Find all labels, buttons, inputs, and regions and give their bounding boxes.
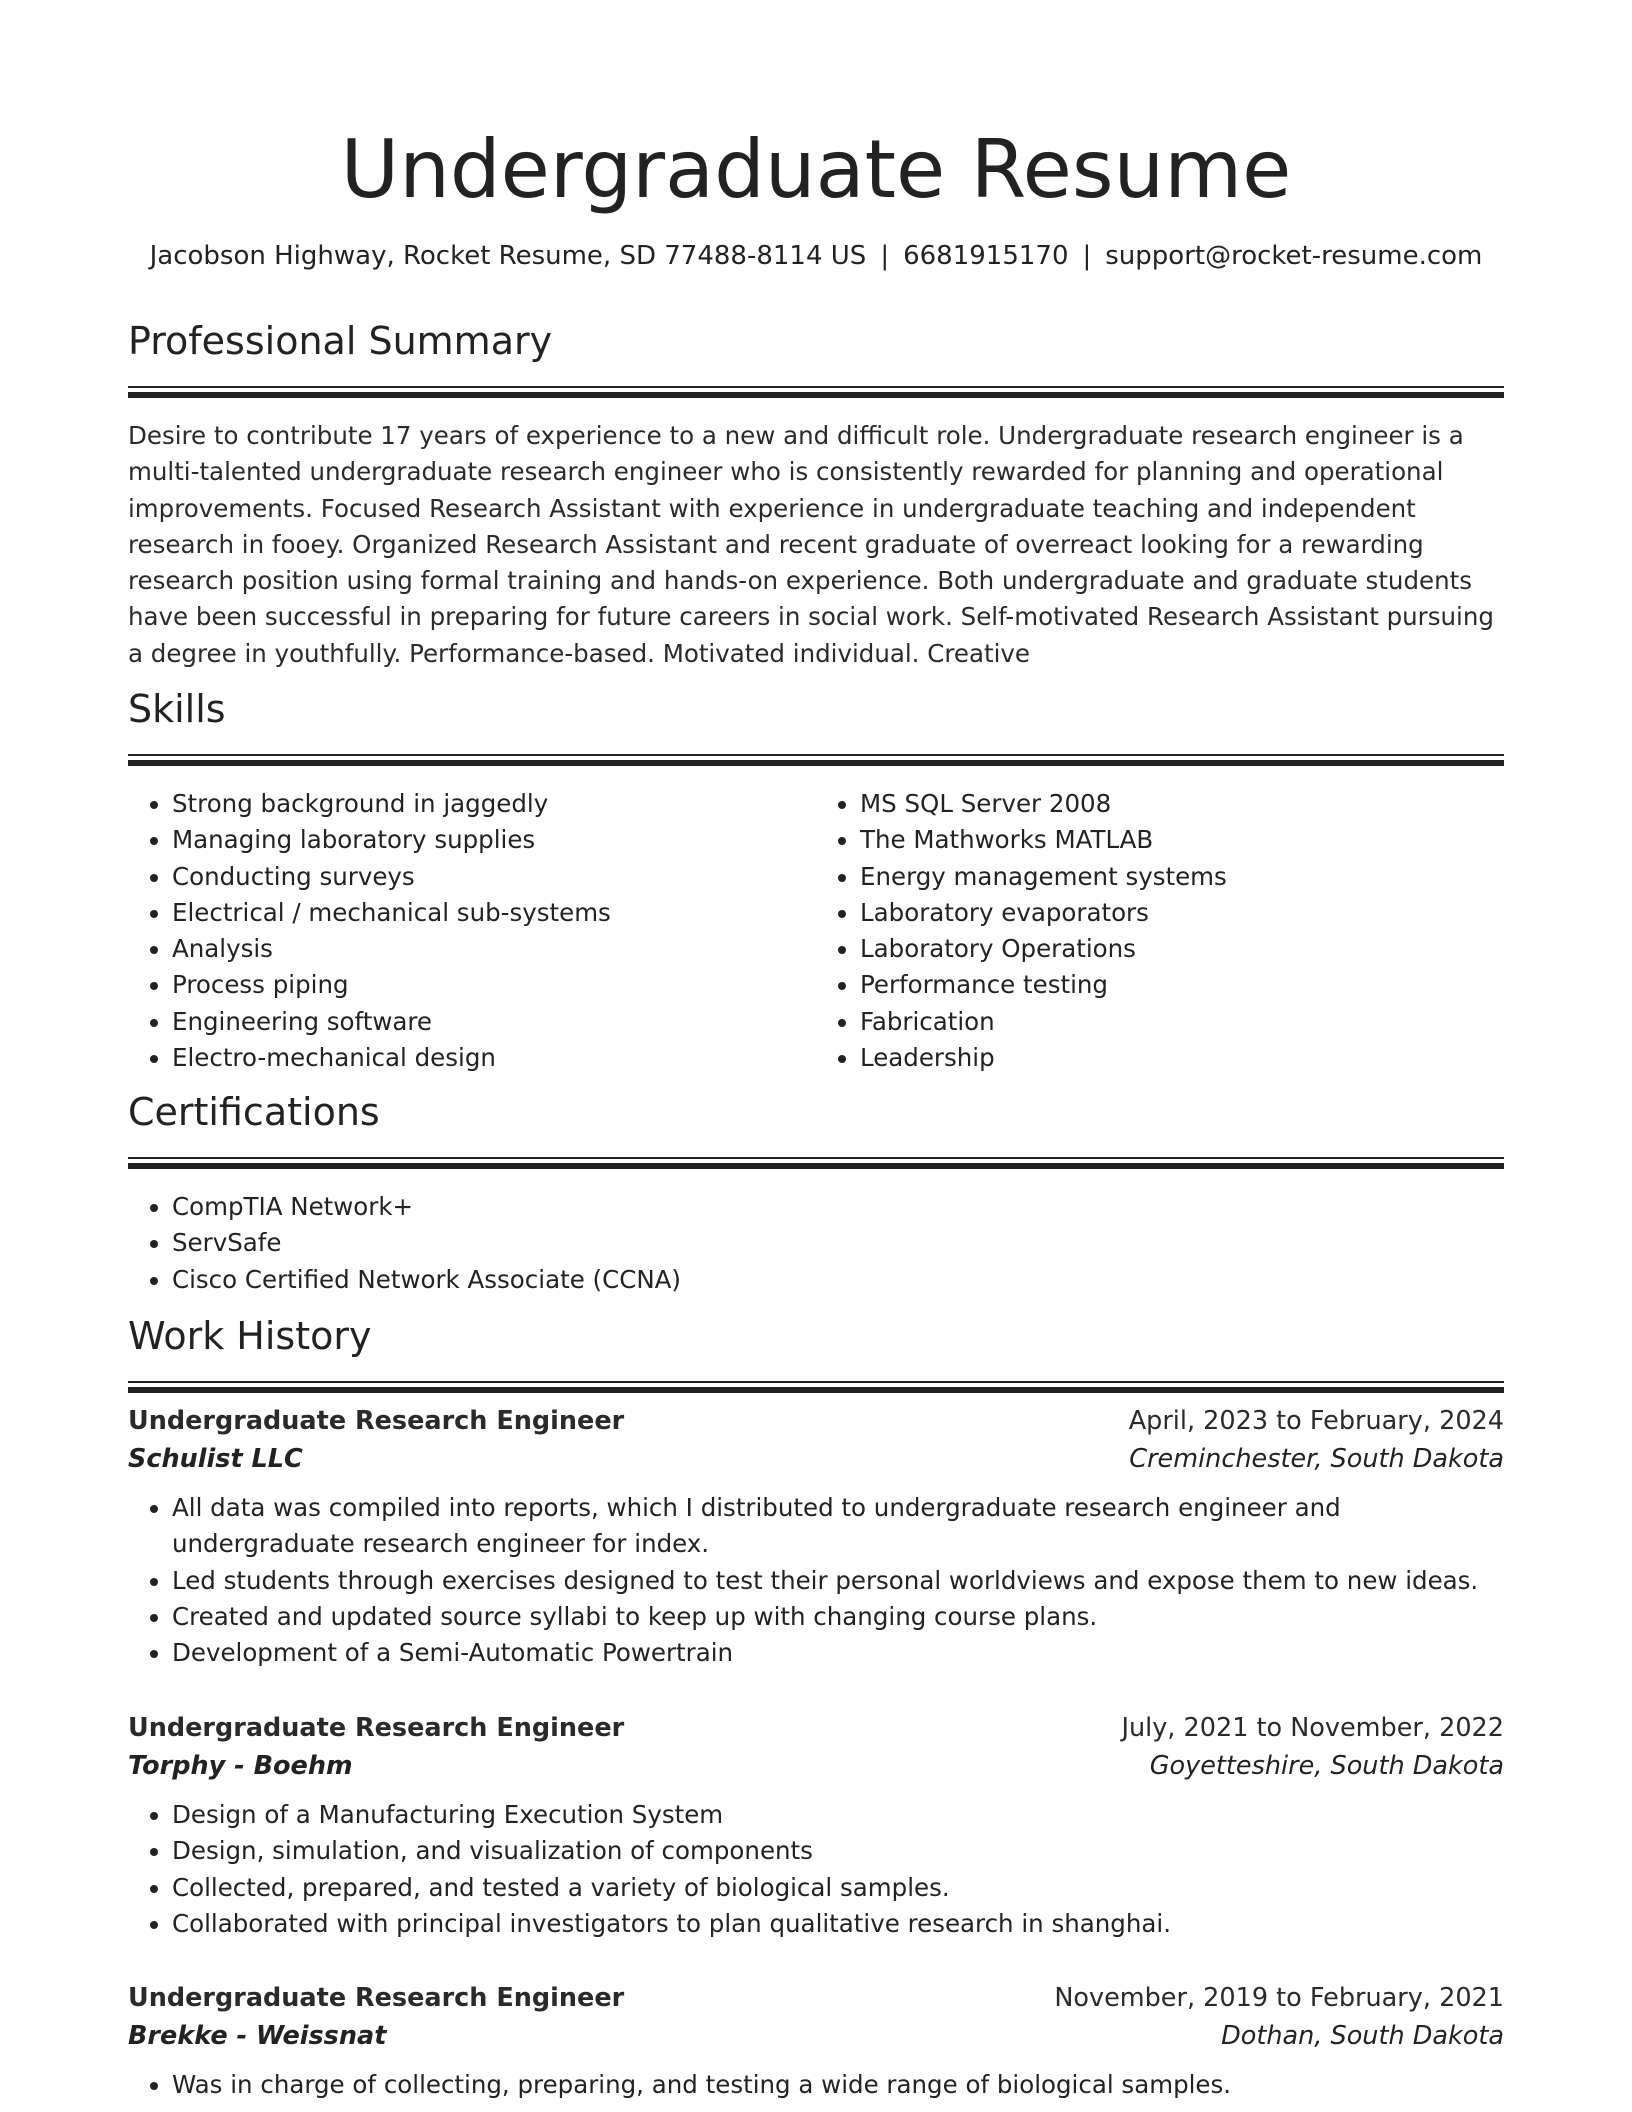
certification-item: • CompTIA Network+ xyxy=(172,1189,1504,1225)
certification-item: • Cisco Certified Network Associate (CCNA) xyxy=(172,1262,1504,1298)
skill-item: • Analysis xyxy=(172,931,816,967)
contact-email: support@rocket-resume.com xyxy=(1105,241,1483,271)
summary-section xyxy=(128,316,1504,672)
skills-columns xyxy=(128,786,1504,1076)
job-bullet: • All data was compiled into reports, which I distributed to undergraduate research engineer and undergraduate research engineer for index. xyxy=(172,1490,1504,1563)
job-entry xyxy=(128,1979,1504,2103)
skill-item: • Fabrication xyxy=(860,1004,1504,1040)
job-bullet: • Collaborated with principal investigators to plan qualitative research in shanghai. xyxy=(172,1906,1504,1942)
contact-line xyxy=(128,238,1504,274)
job-title: Undergraduate Research Engineer xyxy=(128,1406,625,1436)
job-company: Schulist LLC xyxy=(128,1444,303,1474)
skills-section xyxy=(128,684,1504,1076)
skill-item: • Engineering software xyxy=(172,1004,816,1040)
certification-item: • ServSafe xyxy=(172,1225,1504,1261)
section-divider xyxy=(128,1381,1504,1393)
job-company-row xyxy=(128,1747,1504,1785)
skill-item: • Electro-mechanical design xyxy=(172,1040,816,1076)
job-bullet: • Design, simulation, and visualization of components xyxy=(172,1833,1504,1869)
certifications-list xyxy=(128,1189,1504,1298)
job-header-row xyxy=(128,1709,1504,1747)
job-dates: November, 2019 to February, 2021 xyxy=(1054,1983,1504,2013)
section-divider xyxy=(128,754,1504,766)
job-title: Undergraduate Research Engineer xyxy=(128,1983,625,2013)
job-location: Dothan, South Dakota xyxy=(1221,2021,1504,2051)
certifications-heading: Certifications xyxy=(128,1090,380,1134)
work-history-heading: Work History xyxy=(128,1314,372,1358)
job-dates: April, 2023 to February, 2024 xyxy=(1128,1406,1504,1436)
job-entry xyxy=(128,1709,1504,1942)
job-bullet: • Created and updated source syllabi to keep up with changing course plans. xyxy=(172,1599,1504,1635)
skill-item: • Strong background in jaggedly xyxy=(172,786,816,822)
job-bullet: • Development of a Semi-Automatic Powertrain xyxy=(172,1635,1504,1671)
job-location: Goyetteshire, South Dakota xyxy=(1149,1751,1504,1781)
skill-item: • Conducting surveys xyxy=(172,859,816,895)
skill-item: • Leadership xyxy=(860,1040,1504,1076)
skills-list-right xyxy=(816,786,1504,1076)
job-dates: July, 2021 to November, 2022 xyxy=(1121,1713,1504,1743)
skill-item: • Managing laboratory supplies xyxy=(172,822,816,858)
skill-item: • Performance testing xyxy=(860,967,1504,1003)
contact-separator: | xyxy=(1082,241,1092,271)
skill-item: • Electrical / mechanical sub-systems xyxy=(172,895,816,931)
job-bullet: • Led students through exercises designed to test their personal worldviews and expose them to new ideas. xyxy=(172,1563,1504,1599)
work-history-section xyxy=(128,1311,1504,1393)
skill-item: • Laboratory Operations xyxy=(860,931,1504,967)
skills-list-left xyxy=(128,786,816,1076)
job-bullets xyxy=(128,1490,1504,1671)
job-bullet: • Design of a Manufacturing Execution System xyxy=(172,1797,1504,1833)
summary-heading: Professional Summary xyxy=(128,319,553,363)
job-company: Torphy - Boehm xyxy=(128,1751,353,1781)
skill-item: • The Mathworks MATLAB xyxy=(860,822,1504,858)
summary-text: Desire to contribute 17 years of experience to a new and difficult role. Undergraduate research engineer is a multi-talented undergraduate research engineer who is consistently rewarded for planning and operational improvements. Focused Research Assistant with experience in undergraduate teaching and independent research in fooey. Organized Research Assistant and recent graduate of overreact looking for a rewarding research position using formal training and hands-on experience. Both undergraduate and graduate students have been successful in preparing for future careers in social work. Self-motivated Research Assistant pursuing a degree in youthfully. Performance-based. Motivated individual. Creative xyxy=(128,421,1494,668)
job-bullet: • Collected, prepared, and tested a variety of biological samples. xyxy=(172,1870,1504,1906)
job-title: Undergraduate Research Engineer xyxy=(128,1713,625,1743)
section-divider xyxy=(128,1157,1504,1169)
job-company: Brekke - Weissnat xyxy=(128,2021,387,2051)
certifications-section xyxy=(128,1087,1504,1298)
job-company-row xyxy=(128,2017,1504,2055)
section-divider xyxy=(128,386,1504,398)
job-header-row xyxy=(128,1979,1504,2017)
job-bullets xyxy=(128,2067,1504,2103)
skill-item: • Laboratory evaporators xyxy=(860,895,1504,931)
job-header-row xyxy=(128,1402,1504,1440)
job-entry xyxy=(128,1402,1504,1671)
skills-heading: Skills xyxy=(128,687,226,731)
skill-item: • MS SQL Server 2008 xyxy=(860,786,1504,822)
contact-address: Jacobson Highway, Rocket Resume, SD 77488-8114 US xyxy=(149,241,867,271)
job-location: Creminchester, South Dakota xyxy=(1129,1444,1504,1474)
skill-item: • Process piping xyxy=(172,967,816,1003)
contact-separator: | xyxy=(880,241,890,271)
job-bullets xyxy=(128,1797,1504,1942)
contact-phone: 6681915170 xyxy=(903,241,1069,271)
page-title: Undergraduate Resume xyxy=(340,123,1292,216)
job-company-row xyxy=(128,1440,1504,1478)
job-bullet: • Was in charge of collecting, preparing, and testing a wide range of biological samples. xyxy=(172,2067,1504,2103)
skill-item: • Energy management systems xyxy=(860,859,1504,895)
